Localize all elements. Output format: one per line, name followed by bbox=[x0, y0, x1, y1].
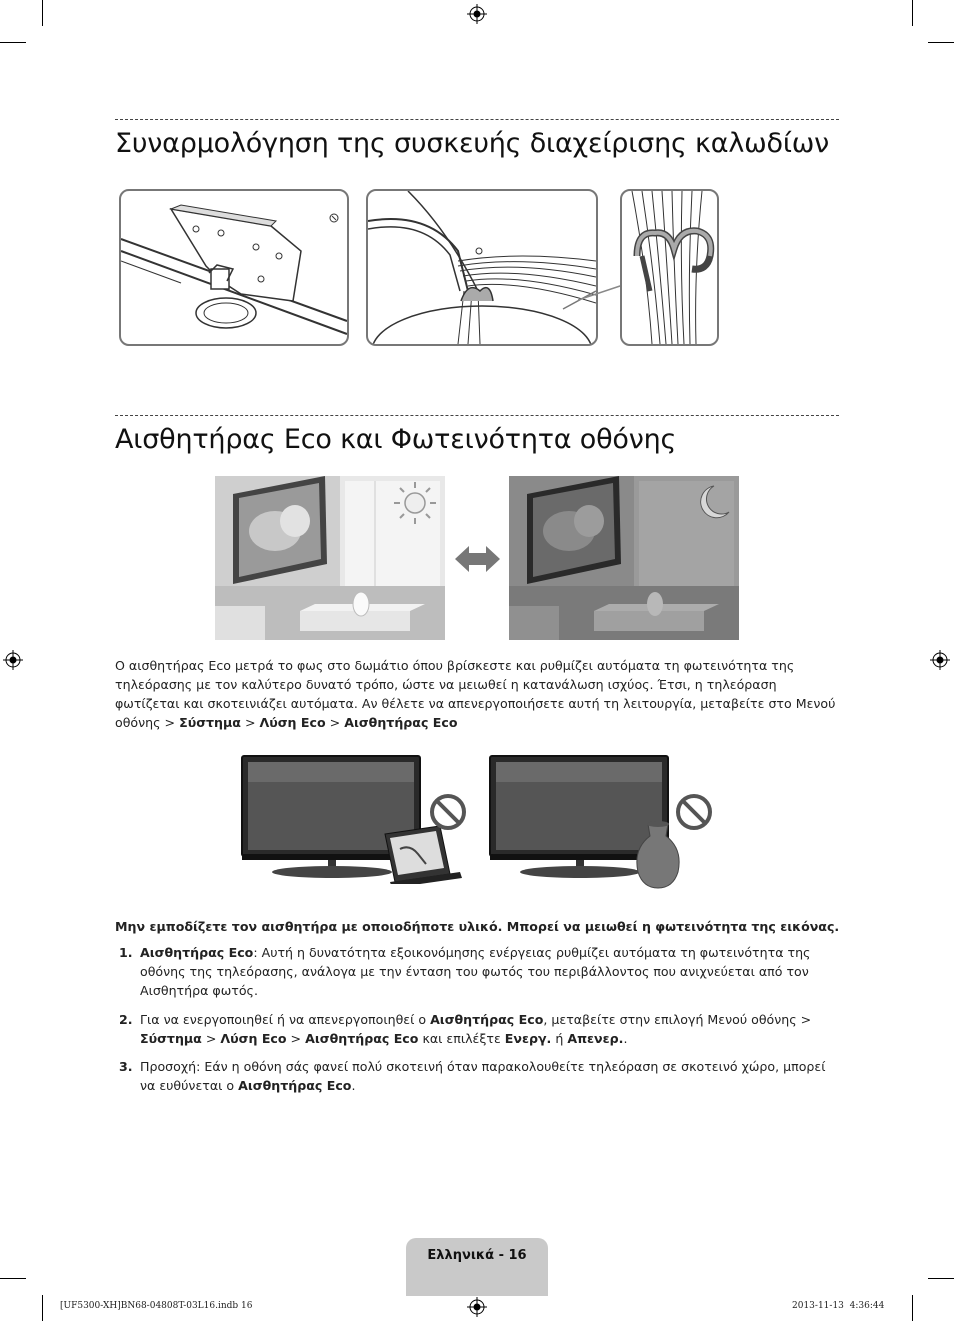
item-number: 1. bbox=[119, 945, 133, 960]
intro-paragraph bbox=[115, 656, 843, 732]
option-off: Απενερ. bbox=[567, 1031, 624, 1046]
menu-path-eco-sensor: Αισθητήρας Eco bbox=[344, 715, 458, 730]
crop-mark bbox=[928, 42, 954, 43]
page-number: Ελληνικά - 16 bbox=[427, 1248, 527, 1263]
crop-mark bbox=[0, 1278, 26, 1279]
cable-holder-illustration-zoom bbox=[620, 189, 719, 346]
cable-holder-illustration-cables bbox=[366, 189, 598, 346]
intro-text: Ο αισθητήρας Eco μετρά το φως στο δωμάτιο όπου βρίσκεστε και ρυθμίζει αυτόματα τη φωτεινότητα της τηλεόρασης με τον καλύτερο δυνατό τρόπο, ώστε να μειωθεί η κατανάλωση ισχύος. Έτσι, η τηλεόραση φωτίζεται και σκοτεινιάζει αυτόματα. Αν θέλετε να απενεργοποιήσετε αυτή τη λειτουργία, μεταβείτε στο Μενού οθόνης > bbox=[115, 658, 836, 730]
item-text: : Αυτή η δυνατότητα εξοικονόμησης ενέργειας ρυθμίζει αυτόματα τη φωτεινότητα της οθόνης της τηλεόρασης, ανάλογα με την ένταση του φωτός του περιβάλλοντος που ανιχνεύεται από τον Αισθητήρα φωτός. bbox=[140, 945, 811, 998]
item-text: , μεταβείτε στην επιλογή Μενού οθόνης > bbox=[543, 1012, 812, 1027]
menu-path-system: Σύστημα bbox=[179, 715, 241, 730]
menu-path-eco-solution: Λύση Eco bbox=[220, 1031, 287, 1046]
room-dark-photo bbox=[509, 476, 739, 640]
item-number: 2. bbox=[119, 1012, 133, 1027]
registration-mark-icon bbox=[3, 650, 23, 670]
print-footer-left: [UF5300-XH]BN68-04808T-03L16.indb 16 bbox=[60, 1301, 253, 1311]
list-item bbox=[115, 1010, 843, 1048]
item-text: Για να ενεργοποιηθεί ή να απενεργοποιηθεί ο bbox=[140, 1012, 431, 1027]
item-number: 3. bbox=[119, 1059, 133, 1074]
cable-holder-illustration-stand bbox=[119, 189, 349, 346]
registration-mark-icon bbox=[930, 650, 950, 670]
item-text: Προσοχή: Εάν η οθόνη σάς φανεί πολύ σκοτεινή όταν παρακολουθείτε τηλεόραση σε σκοτεινό χώρο, μπορεί να ευθύνεται ο bbox=[140, 1059, 826, 1093]
menu-path-system: Σύστημα bbox=[140, 1031, 202, 1046]
registration-mark-icon bbox=[467, 1297, 487, 1317]
double-arrow-icon bbox=[455, 546, 500, 572]
tv-blocked-by-frame-illustration bbox=[240, 754, 475, 884]
crop-mark bbox=[42, 1295, 43, 1321]
print-footer-right: 2013-11-13 ￼ 4:36:44 bbox=[792, 1301, 885, 1311]
section-title: Συναρμολόγηση της συσκευής διαχείρισης καλωδίων bbox=[115, 128, 830, 159]
crop-mark bbox=[42, 0, 43, 26]
menu-path-eco-solution: Λύση Eco bbox=[259, 715, 326, 730]
crop-mark bbox=[0, 42, 26, 43]
list-item bbox=[115, 943, 843, 1000]
menu-path-eco-sensor: Αισθητήρας Eco bbox=[305, 1031, 419, 1046]
item-term: Αισθητήρας Eco bbox=[238, 1078, 352, 1093]
registration-mark-icon bbox=[467, 4, 487, 24]
list-item bbox=[115, 1057, 843, 1095]
item-text: και επιλέξτε bbox=[418, 1031, 505, 1046]
item-text: ή bbox=[551, 1031, 568, 1046]
item-term: Αισθητήρας Eco bbox=[430, 1012, 544, 1027]
crop-mark bbox=[928, 1278, 954, 1279]
item-text: . bbox=[351, 1078, 356, 1093]
option-on: Ενεργ. bbox=[504, 1031, 552, 1046]
crop-mark bbox=[912, 0, 913, 26]
crop-mark bbox=[912, 1295, 913, 1321]
section-divider bbox=[115, 119, 839, 120]
menu-separator: > bbox=[201, 1031, 221, 1046]
menu-separator: > bbox=[240, 715, 260, 730]
item-term: Αισθητήρας Eco bbox=[140, 945, 254, 960]
menu-separator: > bbox=[286, 1031, 306, 1046]
tv-blocked-by-vase-illustration bbox=[488, 754, 723, 889]
warning-text: Μην εμποδίζετε τον αισθητήρα με οποιοδήποτε υλικό. Μπορεί να μειωθεί η φωτεινότητα της εικόνας. bbox=[115, 919, 840, 934]
sun-icon bbox=[390, 478, 440, 528]
section-divider bbox=[115, 415, 839, 416]
menu-separator: > bbox=[325, 715, 345, 730]
item-text: . bbox=[623, 1031, 628, 1046]
page-number-tab bbox=[406, 1238, 548, 1296]
section-title: Αισθητήρας Eco και Φωτεινότητα οθόνης bbox=[115, 424, 677, 455]
